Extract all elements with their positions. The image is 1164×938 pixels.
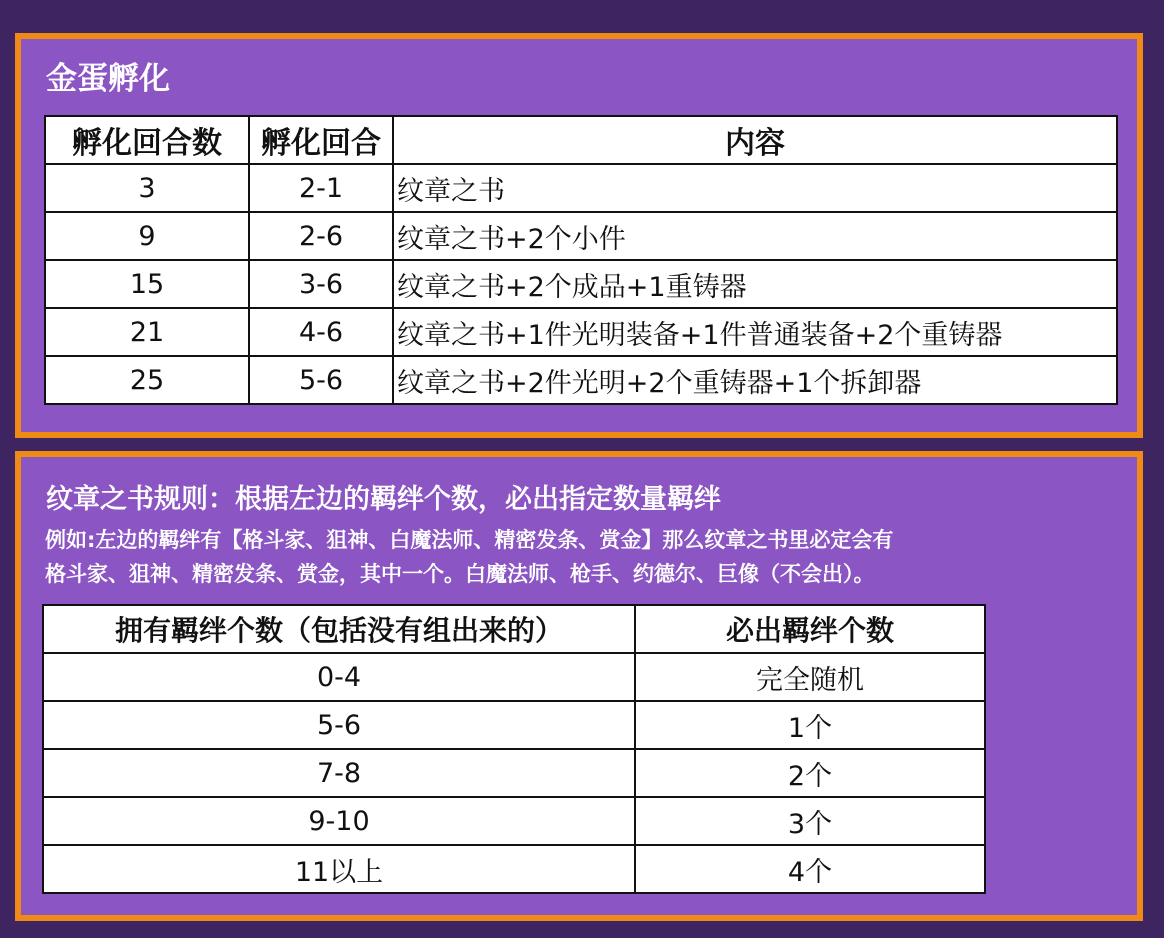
owned-bonds-cell: 7-8: [43, 749, 635, 797]
hatch-count-cell: 25: [45, 356, 249, 404]
hatch-round-cell: 2-6: [249, 212, 393, 260]
hatch-count-cell: 21: [45, 308, 249, 356]
hatch-round-cell: 4-6: [249, 308, 393, 356]
table-row: [45, 308, 1117, 356]
guaranteed-bonds-cell: 3个: [635, 797, 985, 845]
owned-bonds-cell: 5-6: [43, 701, 635, 749]
golden-egg-panel: [15, 33, 1143, 438]
table-row: [43, 701, 985, 749]
bond-count-table: [42, 604, 986, 894]
guaranteed-bonds-cell: 2个: [635, 749, 985, 797]
content-cell: 纹章之书+1件光明装备+1件普通装备+2个重铸器: [393, 308, 1117, 356]
hatch-round-cell: 2-1: [249, 164, 393, 212]
rules-title: 纹章之书规则：根据左边的羁绊个数，必出指定数量羁绊: [46, 484, 721, 515]
content-cell: 纹章之书+2件光明+2个重铸器+1个拆卸器: [393, 356, 1117, 404]
guaranteed-bonds-cell: 完全随机: [635, 653, 985, 701]
hatch-round-cell: 5-6: [249, 356, 393, 404]
table-row: [45, 212, 1117, 260]
bond-table-header: [43, 605, 985, 653]
table-row: [43, 797, 985, 845]
table-row: [45, 356, 1117, 404]
content-cell: 纹章之书+2个小件: [393, 212, 1117, 260]
hatch-count-cell: 15: [45, 260, 249, 308]
header-owned-bonds: 拥有羁绊个数（包括没有组出来的）: [43, 605, 635, 653]
hatch-count-cell: 9: [45, 212, 249, 260]
table-row: [45, 260, 1117, 308]
hatch-round-cell: 3-6: [249, 260, 393, 308]
emblem-book-rules-panel: [15, 451, 1143, 921]
rules-example-line-2: 格斗家、狙神、精密发条、赏金，其中一个。白魔法师、枪手、约德尔、巨像（不会出）。: [45, 562, 875, 586]
owned-bonds-cell: 9-10: [43, 797, 635, 845]
table-row: [45, 164, 1117, 212]
table-row: [43, 653, 985, 701]
guaranteed-bonds-cell: 1个: [635, 701, 985, 749]
table-row: [43, 845, 985, 893]
header-content: 内容: [393, 116, 1117, 164]
content-cell: 纹章之书+2个成品+1重铸器: [393, 260, 1117, 308]
header-hatch-count: 孵化回合数: [45, 116, 249, 164]
owned-bonds-cell: 0-4: [43, 653, 635, 701]
golden-egg-title: 金蛋孵化: [46, 61, 170, 97]
header-guaranteed-bonds: 必出羁绊个数: [635, 605, 985, 653]
table-row: [43, 749, 985, 797]
content-cell: 纹章之书: [393, 164, 1117, 212]
guaranteed-bonds-cell: 4个: [635, 845, 985, 893]
rules-example-line-1: 例如:左边的羁绊有【格斗家、狙神、白魔法师、精密发条、赏金】那么纹章之书里必定会有: [45, 528, 894, 552]
hatch-count-cell: 3: [45, 164, 249, 212]
hatch-table: [44, 115, 1118, 405]
hatch-table-header: [45, 116, 1117, 164]
header-hatch-round: 孵化回合: [249, 116, 393, 164]
owned-bonds-cell: 11以上: [43, 845, 635, 893]
